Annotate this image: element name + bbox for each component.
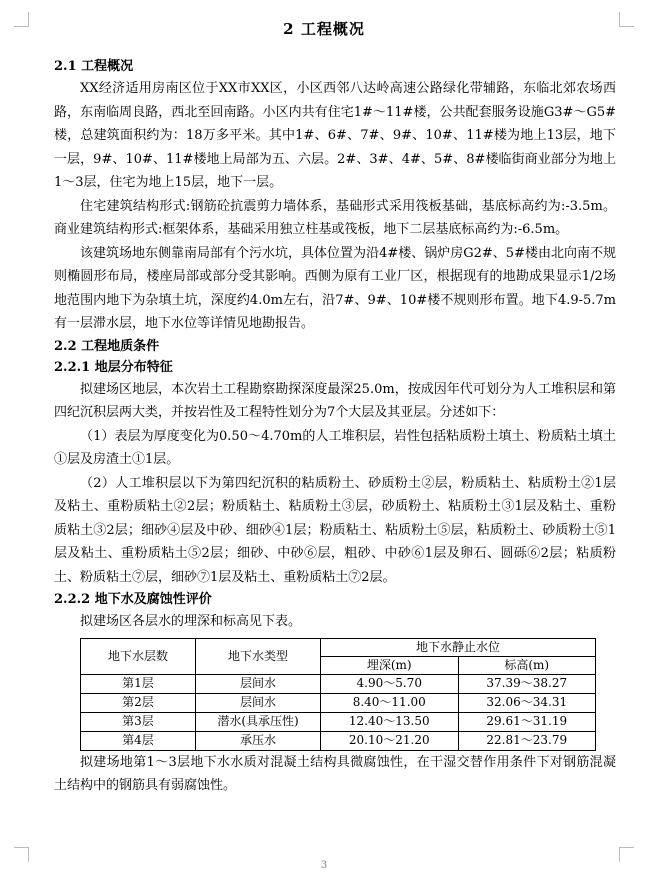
table-row <box>81 674 596 693</box>
table-row <box>81 712 596 731</box>
page-number: 3 <box>320 860 328 871</box>
cell-layer: 第4层 <box>81 731 196 750</box>
table-row <box>81 693 596 712</box>
section-2-2-2-paragraph-2: 拟建场地第1～3层地下水水质对混凝土结构具微腐蚀性，在干湿交替作用条件下对钢筋混凝土结构中的钢筋具有弱腐蚀性。 <box>54 754 616 793</box>
cell-type: 层间水 <box>196 693 321 712</box>
cell-elevation: 29.61～31.19 <box>458 712 596 731</box>
section-2-1-heading: 2.1 工程概况 <box>54 59 134 74</box>
header-layer: 地下水层数 <box>81 638 196 674</box>
table-row <box>81 731 596 750</box>
section-2-2-1-heading: 2.2.1 地层分布特征 <box>54 359 173 375</box>
section-2-2-2-heading: 2.2.2 地下水及腐蚀性评价 <box>54 592 212 607</box>
page-body <box>54 56 616 798</box>
header-static-level: 地下水静止水位 <box>321 638 596 656</box>
cell-layer: 第2层 <box>81 693 196 712</box>
section-2-1-paragraph-2: 住宅建筑结构形式:钢筋砼抗震剪力墙体系，基础形式采用筏板基础，基底标高约为:-3.5m。商业建筑结构形式:框架体系，基础采用独立柱基或筏板，地下二层基底标高约为:-6.5m。 <box>54 198 616 237</box>
cell-depth: 8.40～11.00 <box>321 693 459 712</box>
cell-layer: 第1层 <box>81 674 196 693</box>
header-elevation: 标高(m) <box>458 656 596 674</box>
chapter-title: 2 工程概况 <box>283 20 365 38</box>
table-header-row <box>81 638 596 656</box>
cell-elevation: 37.39～38.27 <box>458 674 596 693</box>
section-2-2-2-intro: 拟建场区各层水的埋深和标高见下表。 <box>80 614 302 629</box>
cell-type: 层间水 <box>196 674 321 693</box>
cell-depth: 12.40～13.50 <box>321 712 459 731</box>
section-2-2-heading: 2.2 工程地质条件 <box>54 338 160 354</box>
cell-elevation: 32.06～34.31 <box>458 693 596 712</box>
cell-depth: 4.90～5.70 <box>321 674 459 693</box>
section-2-2-1-paragraph-2: （1）表层为厚度变化为0.50～4.70m的人工堆积层，岩性包括粘质粉土填土、粉质粘土填土①层及房渣土①1层。 <box>54 428 616 467</box>
header-type: 地下水类型 <box>196 638 321 674</box>
section-2-1-paragraph-1: XX经济适用房南区位于XX市XX区，小区西邻八达岭高速公路绿化带辅路，东临北郊农场西路，东南临周良路，西北至回南路。小区内共有住宅1#～11#楼，公共配套服务设施G3#～G5#楼，总建筑面积约为：18万多平米。其中1#、6#、7#、9#、10#、11#楼为地上13层，地下一层，9#、10#、11#楼地上局部为五、六层。2#、3#、4#、5#、8#楼临街商业部分为地上1～3层，住宅为地上15层，地下一层。 <box>54 81 616 190</box>
cell-layer: 第3层 <box>81 712 196 731</box>
cell-depth: 20.10～21.20 <box>321 731 459 750</box>
section-2-1-paragraph-3: 该建筑场地东侧靠南局部有个污水坑，具体位置为沿4#楼、锅炉房G2#、5#楼由北向南不规则椭圆形布局，楼座局部或部分受其影响。西侧为原有工业厂区，根据现有的地勘成果显示1/2场地范围内地下为杂填土坑，深度约4.0m左右，沿7#、9#、10#楼不规则形布置。地下4.9-5.7m有一层滞水层，地下水位等详情见地勘报告。 <box>54 245 616 331</box>
groundwater-table <box>80 638 596 751</box>
cell-elevation: 22.81～23.79 <box>458 731 596 750</box>
cell-type: 潜水(具承压性) <box>196 712 321 731</box>
header-depth: 埋深(m) <box>321 656 459 674</box>
section-2-2-1-paragraph-3: （2）人工堆积层以下为第四纪沉积的粘质粉土、砂质粉土②层，粉质粘土、粘质粉土②1层及粘土、重粉质粘土②2层；粉质粘土、粘质粉土③层，砂质粉土、粘质粉土③1层及粘土、重粉质粘土③2层；细砂④层及中砂、细砂④1层；粉质粘土、粘质粉土⑤层，粘质粉土、砂质粉土⑤1层及粘土、重粉质粘土⑤2层；细砂、中砂⑥层，粗砂、中砂⑥1层及卵石、圆砾⑥2层；粘质粉土、粉质粘土⑦层，细砂⑦1层及粘土、重粉质粘土⑦2层。 <box>54 475 616 585</box>
cell-type: 承压水 <box>196 731 321 750</box>
section-2-2-1-paragraph-1: 拟建场区地层，本次岩土工程勘察勘探深度最深25.0m，按成因年代可划分为人工堆积层和第四纪沉积层两大类，并按岩性及工程特性划分为7个大层及其亚层。分述如下： <box>54 381 616 420</box>
